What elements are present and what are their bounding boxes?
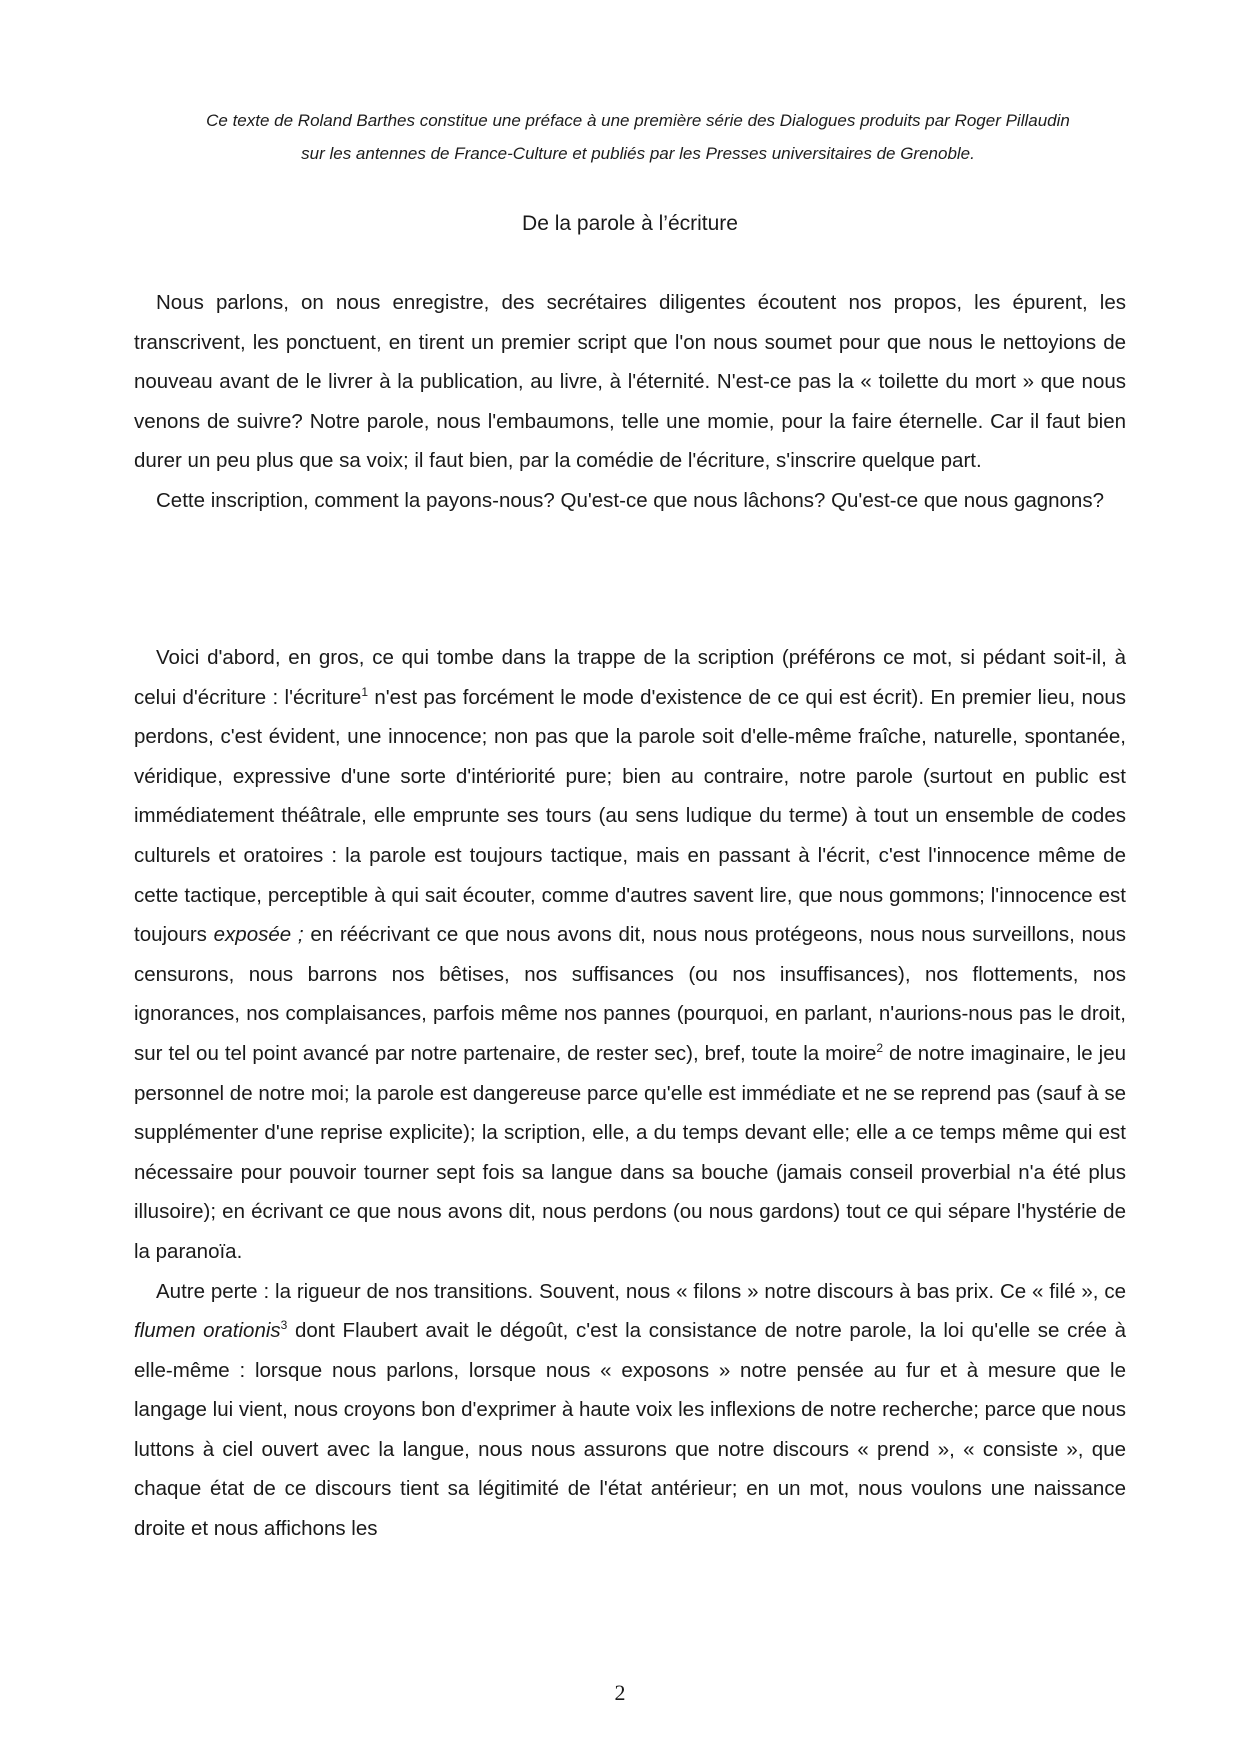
paragraph-4-part-a: Autre perte : la rigueur de nos transitions. Souvent, nous « filons » notre discours à bas prix. Ce « filé », ce (156, 1279, 1126, 1303)
document-title: De la parole à l’écriture (522, 212, 738, 235)
paragraph-4 (134, 1272, 1126, 1549)
paragraph-4-part-b: dont Flaubert avait le dégoût, c'est la consistance de notre parole, la loi qu'elle se crée à elle-même : lorsque nous parlons, lorsque nous « exposons » notre pensée au fur et à mesure que le langage lui vient, nous croyons bon d'exprimer à haute voix les inflexions de notre recherche; parce que nous luttons à ciel ouvert avec la langue, nous nous assurons que notre discours « prend », « consiste », que chaque état de ce discours tient sa légitimité de l'état antérieur; en un mot, nous voulons une naissance droite et nous affichons les (134, 1319, 1126, 1541)
paragraph-4-italic: flumen orationis (134, 1319, 281, 1343)
footnote-ref-2: 2 (876, 1040, 884, 1055)
preface-line-2: sur les antennes de France-Culture et publiés par les Presses universitaires de Grenoble. (301, 144, 975, 163)
footnote-ref-1: 1 (361, 684, 369, 699)
paragraph-3 (134, 638, 1126, 1272)
paragraph-3-part-c: en réécrivant ce que nous avons dit, nous nous protégeons, nous nous surveillons, nous censurons, nous barrons nos bêtises, nos suffisances (ou nos insuffisances), nos flottements, nos ignorances, nos complaisances, parfois même nos pannes (pourquoi, en parlant, n'aurions-nous pas le droit, sur tel ou tel point avancé par notre partenaire, de rester sec), bref, toute la moire (134, 923, 1126, 1065)
paragraph-2: Cette inscription, comment la payons-nous? Qu'est-ce que nous lâchons? Qu'est-ce que nous gagnons? (156, 488, 1104, 512)
preface-line-1: Ce texte de Roland Barthes constitue une préface à une première série des Dialogues produits par Roger Pillaudin (206, 111, 1070, 130)
paragraph-1: Nous parlons, on nous enregistre, des secrétaires diligentes écoutent nos propos, les épurent, les transcrivent, les ponctuent, en tirent un premier script que l'on nous soumet pour que nous le nettoyions de nouveau avant de le livrer à la publication, au livre, à l'éternité. N'est-ce pas la « toilette du mort » que nous venons de suivre? Notre parole, nous l'embaumons, telle une momie, pour la faire éternelle. Car il faut bien durer un peu plus que sa voix; il faut bien, par la comédie de l'écriture, s'inscrire quelque part. (134, 291, 1126, 473)
footnote-ref-3: 3 (280, 1318, 288, 1333)
page-number: 2 (614, 1680, 626, 1705)
main-section (134, 638, 1126, 1549)
paragraph-3-part-a: Voici d'abord, en gros, ce qui tombe dans la trappe de la scription (préférons ce mot, si pédant soit-il, à celui d'écriture : l'écriture (134, 646, 1126, 709)
intro-section (134, 283, 1126, 521)
paragraph-3-part-b: n'est pas forcément le mode d'existence de ce qui est écrit). En premier lieu, nous perdons, c'est évident, une innocence; non pas que la parole soit d'elle-même fraîche, naturelle, spontanée, véridique, expressive d'une sorte d'intériorité pure; bien au contraire, notre parole (surtout en public est immédiatement théâtrale, elle emprunte ses tours (au sens ludique du terme) à tout un ensemble de codes culturels et oratoires : la parole est toujours tactique, mais en passant à l'écrit, c'est l'innocence même de cette tactique, perceptible à qui sait écouter, comme d'autres savent lire, que nous gommons; l'innocence est toujours (134, 685, 1126, 947)
paragraph-3-italic: exposée ; (213, 923, 304, 947)
preface-note (148, 104, 1128, 170)
paragraph-3-part-d: de notre imaginaire, le jeu personnel de notre moi; la parole est dangereuse parce qu'elle est immédiate et ne se reprend pas (sauf à se supplémenter d'une reprise explicite); la scription, elle, a du temps devant elle; elle a ce temps même qui est nécessaire pour pouvoir tourner sept fois sa langue dans sa bouche (jamais conseil proverbial n'a été plus illusoire); en écrivant ce que nous avons dit, nous perdons (ou nous gardons) tout ce qui sépare l'hystérie de la paranoïa. (134, 1041, 1126, 1263)
